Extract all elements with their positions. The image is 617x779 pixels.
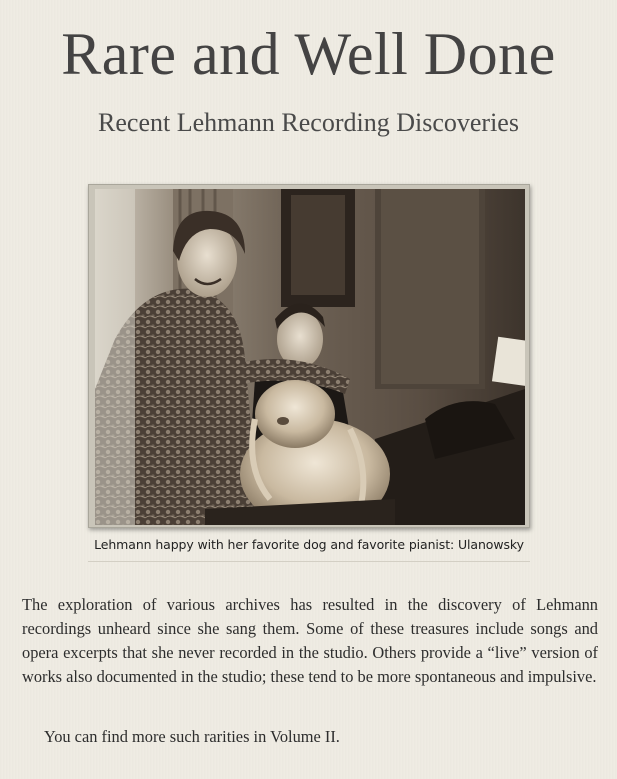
body-paragraph-2: You can find more such rarities in Volume II.	[44, 727, 340, 746]
page-title: Rare and Well Done	[61, 21, 556, 87]
photo-frame	[88, 184, 530, 528]
body-paragraph-1: The exploration of various archives has resulted in the discovery of Lehmann recordings unheard since she sang them. Some of these treasures include songs and opera excerpts that she never recorded in the studio. Others provide a “live” version of works also documented in the studio; these tend to be more spontaneous and impulsive.	[22, 595, 598, 686]
page-subtitle: Recent Lehmann Recording Discoveries	[98, 108, 519, 137]
caption-divider	[88, 561, 530, 562]
photo-lehmann-dog-pianist	[95, 189, 525, 525]
photo-caption: Lehmann happy with her favorite dog and favorite pianist: Ulanowsky	[94, 537, 524, 552]
